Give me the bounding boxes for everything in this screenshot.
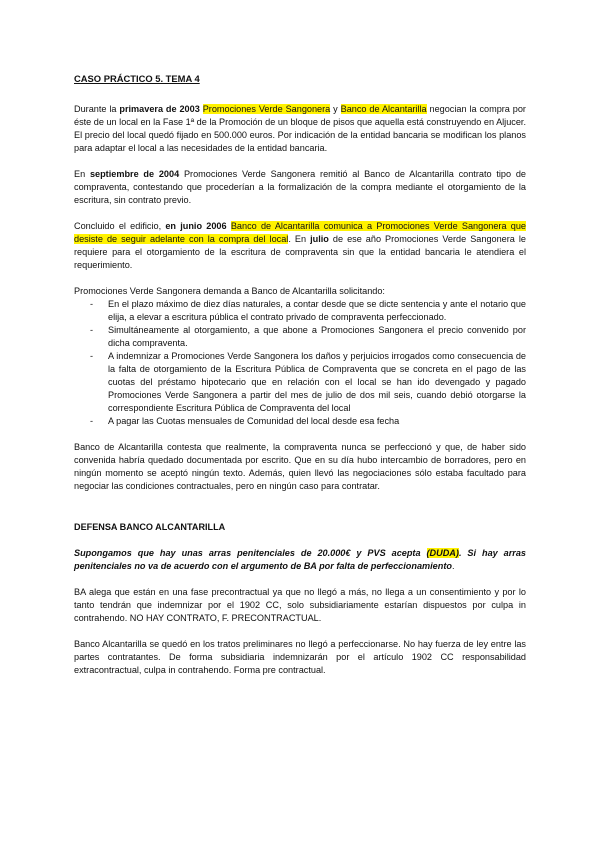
highlighted-party: Banco de Alcantarilla — [340, 104, 427, 114]
list-item: - A indemnizar a Promociones Verde Sangonera los daños y perjuicios irrogados como consecuencia de la falta de otorgamiento de la Escritura Pública de Compraventa que se concreta en el pago de las cuotas del préstamo hipotecario que en relación con el local se han ido devengado y pagado Promociones Verde Sangonera a partir del mes de julio de dos mil seis, cuando debió otorgarse la correspondiente Escritura Pública de Compraventa del local — [74, 350, 526, 415]
paragraph-7: BA alega que están en una fase precontractual ya que no llegó a más, no llega a un consentimiento y por lo tanto tendrán que indemnizar por el 1902 CC, solo subsidiariamente estarían dispuestos por culpa in contrahendo. NO HAY CONTRATO, F. PRECONTRACTUAL. — [74, 587, 526, 623]
paragraph-2: En septiembre de 2004 Promociones Verde Sangonera remitió al Banco de Alcantarilla contrato tipo de compraventa, contestando que procederían a la formalización de la compra mediante el otorgamiento de la escritura, sin contrato previo. — [74, 169, 526, 205]
highlighted-sentence: Banco de Alcantarilla comunica a Promociones Verde Sangonera que desiste de seguir adelante con la compra del local — [74, 221, 526, 244]
highlighted-doubt: (DUDA) — [426, 548, 459, 558]
list-item: - A pagar las Cuotas mensuales de Comunidad del local desde esa fecha — [74, 415, 526, 428]
section-heading: DEFENSA BANCO ALCANTARILLA — [74, 522, 226, 532]
document-title: CASO PRÁCTICO 5. TEMA 4 — [74, 73, 200, 84]
paragraph-3: Concluido el edificio, en junio 2006 Banco de Alcantarilla comunica a Promociones Verde Sangonera que desiste de seguir adelante con la compra del local. En julio de ese año Promociones Verde Sangonera le requiere para el otorgamiento de la escritura de compraventa sin que la entidad bancaria le atendiera el requerimiento. — [74, 221, 526, 270]
date-highlight: septiembre de 2004 — [89, 169, 180, 179]
date-highlight: julio — [310, 234, 329, 244]
paragraph-6: Supongamos que hay unas arras penitenciales de 20.000€ y PVS acepta (DUDA). Si hay arras penitenciales no va de acuerdo con el argumento de BA por falta de perfeccionamiento. — [74, 548, 526, 571]
list-item: - En el plazo máximo de diez días naturales, a contar desde que se dicte sentencia y ante el notario que elija, a elevar a escritura pública el contrato privado de compraventa perfeccionado. — [74, 298, 526, 324]
document-page — [74, 72, 526, 690]
demand-list — [74, 298, 526, 428]
date-highlight: en junio 2006 — [165, 221, 227, 231]
paragraph-4-intro: Promociones Verde Sangonera demanda a Banco de Alcantarilla solicitando: — [74, 286, 385, 296]
date-highlight: primavera de 2003 — [119, 104, 200, 114]
paragraph-1: Durante la primavera de 2003 Promociones Verde Sangonera y Banco de Alcantarilla negocian la compra por éste de un local en la Fase 1ª de la Promoción de un bloque de pisos que aquella está construyendo en Aljucer. El precio del local quedó fijado en 500.000 euros. Por indicación de la entidad bancaria se modifican los planos para adaptar el local a las necesidades de la entidad bancaria. — [74, 104, 526, 153]
paragraph-5: Banco de Alcantarilla contesta que realmente, la compraventa nunca se perfeccionó y que, de haber sido convenida habría quedado documentada por escrito. Que en su día hubo intercambio de borradores, pero en ningún momento se aceptó ningún texto. Además, quien llevó las negociaciones sólo estaba facultado para negociar las condiciones contractuales, pero en ningún caso para contratar. — [74, 442, 526, 491]
paragraph-8: Banco Alcantarilla se quedó en los tratos preliminares no llegó a perfeccionarse. No hay fuerza de ley entre las partes contratantes. De forma subsidiaria indemnizarán por el artículo 1902 CC responsabilidad extracontractual, culpa in contrahendo. Forma pre contractual. — [74, 639, 526, 675]
highlighted-party: Promociones Verde Sangonera — [202, 104, 331, 114]
list-item: - Simultáneamente al otorgamiento, a que abone a Promociones Sangonera el precio convenido por dicha compraventa. — [74, 324, 526, 350]
